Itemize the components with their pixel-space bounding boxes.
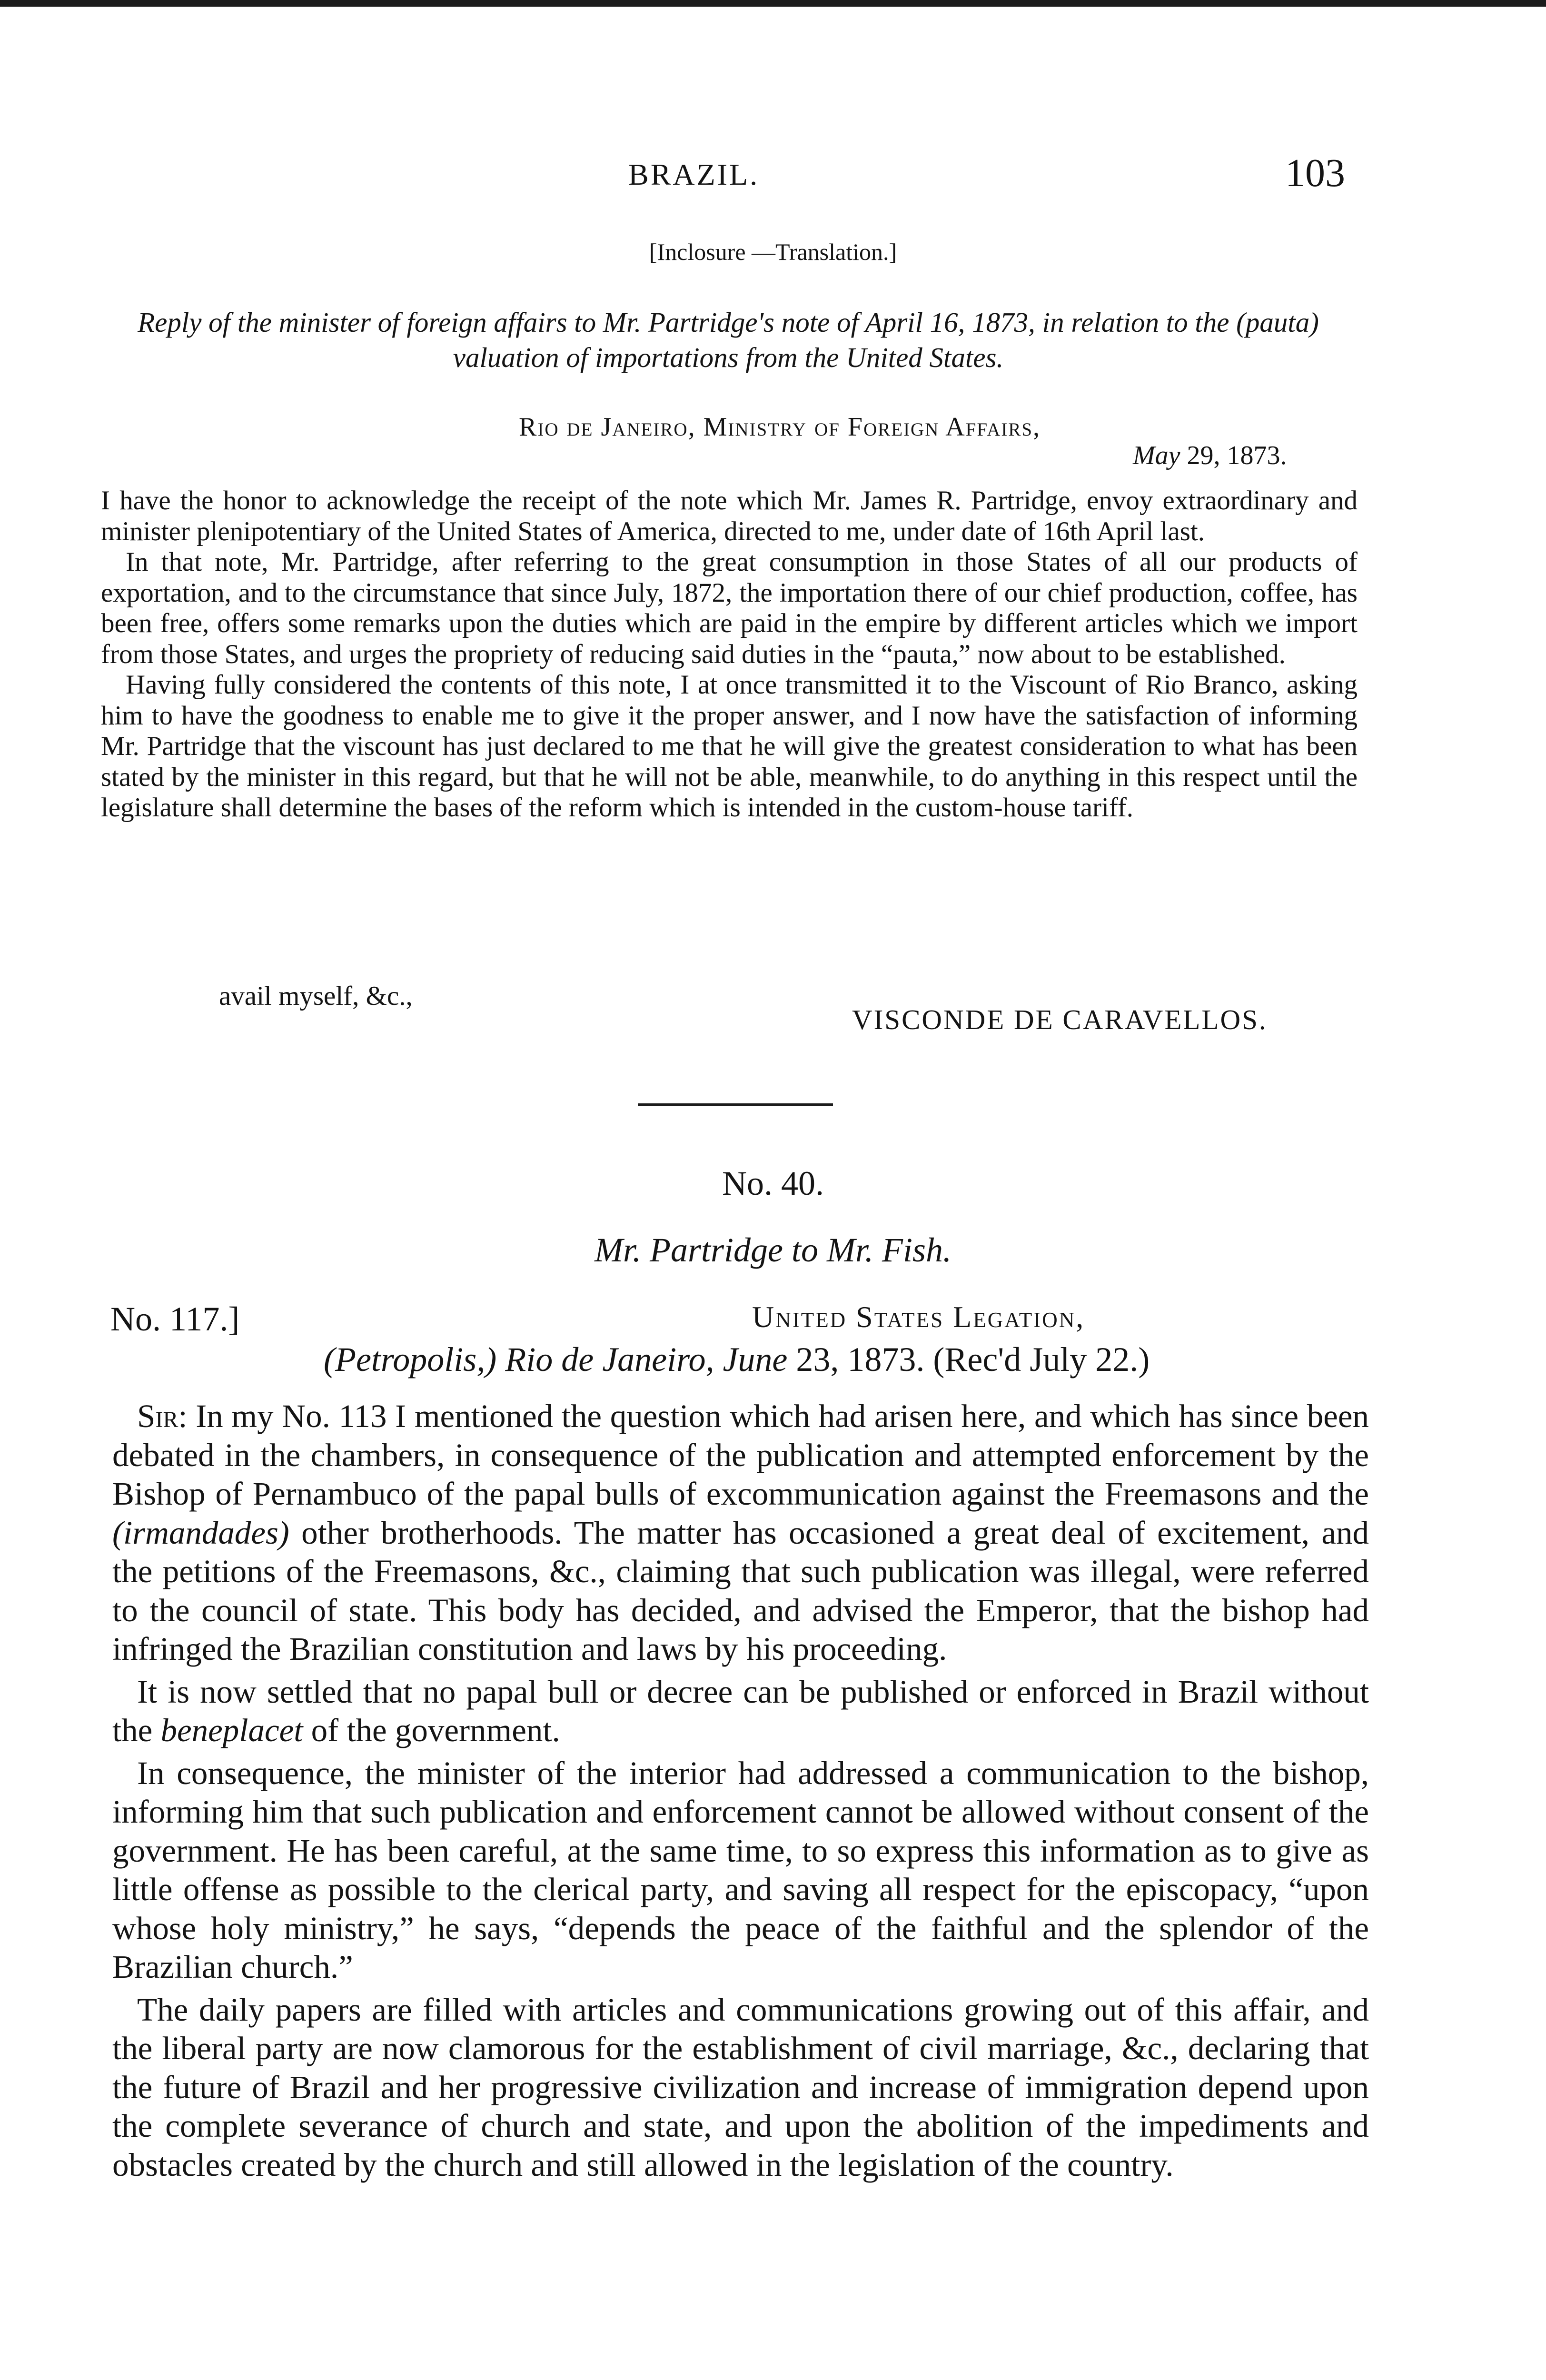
dispatch-paragraph <box>112 1673 1369 1750</box>
legation-line: United States Legation, <box>752 1300 1085 1334</box>
inclosure-date <box>1133 440 1287 471</box>
inclosure-paragraph: In that note, Mr. Partridge, after referring to the great consumption in those States of all our products of exportation, and to the circumstance that since July, 1872, the importation there of our chief production, coffee, has been free, offers some remarks upon the duties which are paid in the empire by different articles which we import from those States, and urges the propriety of reducing said duties in the “pauta,” now about to be established. <box>101 547 1358 669</box>
page-number: 103 <box>1285 151 1345 195</box>
inclosure-paragraph: Having fully considered the contents of this note, I at once transmitted it to the Viscount of Rio Branco, asking him to have the goodness to enable me to give it the proper answer, and I now have the satisfaction of informing Mr. Partridge that the viscount has just declared to me that he will give the greatest consideration to what has been stated by the minister in this regard, but that he will not be able, meanwhile, to do anything in this respect until the legislature shall determine the bases of the reform which is intended in the custom-house tariff. <box>101 670 1358 823</box>
running-head: BRAZIL. <box>628 158 760 191</box>
inclosure-paragraph: I have the honor to acknowledge the receipt of the note which Mr. James R. Partridge, envoy extraordinary and minister plenipotentiary of the United States of America, directed to me, under date of 16th April last. <box>101 486 1358 546</box>
inclosure-signature: VISCONDE DE CARAVELLOS. <box>852 1004 1268 1035</box>
paragraph-italic: beneplacet <box>160 1712 303 1748</box>
inclosure-date-rest: 29, 1873. <box>1187 441 1287 470</box>
paragraph-text: other brotherhoods. The matter has occasioned a great deal of excitement, and the petitions of the Freemasons, &c., claiming that such publication was illegal, were referred to the council of state. This body has decided, and advised the Emperor, that the bishop had infringed the Brazilian constitution and laws by his proceeding. <box>112 1514 1369 1667</box>
dispatch-place-date <box>324 1340 1150 1379</box>
inclosure-place: Rio de Janeiro, Ministry of Foreign Affairs, <box>519 412 1041 442</box>
inclosure-label: [Inclosure —Translation.] <box>649 238 897 265</box>
paragraph-text: of the government. <box>303 1712 560 1748</box>
page-top-border <box>0 0 1546 7</box>
section-divider <box>638 1103 833 1106</box>
dispatch-place: (Petropolis,) Rio de Janeiro, June <box>324 1340 788 1378</box>
salutation: Sir: <box>137 1398 188 1434</box>
dispatch-number: No. 117.] <box>110 1300 240 1338</box>
dispatch-paragraph: The daily papers are filled with articles and communications growing out of this affair, and the liberal party are now clamorous for the establishment of civil marriage, &c., declaring that the future of Brazil and her progressive civilization and increase of immigration depend upon the complete severance of church and state, and upon the abolition of the impediments and obstacles created by the church and still allowed in the legislation of the country. <box>112 1991 1369 2183</box>
document-title: Mr. Partridge to Mr. Fish. <box>594 1231 952 1269</box>
dispatch-body <box>112 1397 1369 2188</box>
inclosure-date-month: May <box>1133 441 1180 470</box>
dispatch-paragraph <box>112 1397 1369 1669</box>
paragraph-italic: (irmandades) <box>112 1514 289 1551</box>
inclosure-body <box>101 486 1358 823</box>
paragraph-text: It is now settled that no papal bull or decree can be published or enforced in Brazil without the <box>112 1673 1369 1748</box>
dispatch-paragraph: In consequence, the minister of the interior had addressed a communication to the bishop, informing him that such publication and enforcement cannot be allowed without consent of the government. He has been careful, at the same time, to so express this information as to give as little offense as possible to the clerical party, and saving all respect for the episcopacy, “upon whose holy ministry,” he says, “depends the peace of the faithful and the splendor of the Brazilian church.” <box>112 1755 1369 1985</box>
inclosure-heading: Reply of the minister of foreign affairs to Mr. Partridge's note of April 16, 1873, in relation to the (pauta) valuation of importations from the United States. <box>138 307 1319 373</box>
inclosure-closing: avail myself, &c., <box>219 981 413 1011</box>
dispatch-date: 23, 1873. (Rec'd July 22.) <box>796 1340 1150 1378</box>
paragraph-text: In my No. 113 I mentioned the question which had arisen here, and which has since been debated in the chambers, in consequence of the publication and attempted enforcement by the Bishop of Pernambuco of the papal bulls of excommunication against the Freemasons and the <box>112 1398 1369 1512</box>
document-number: No. 40. <box>722 1164 824 1202</box>
